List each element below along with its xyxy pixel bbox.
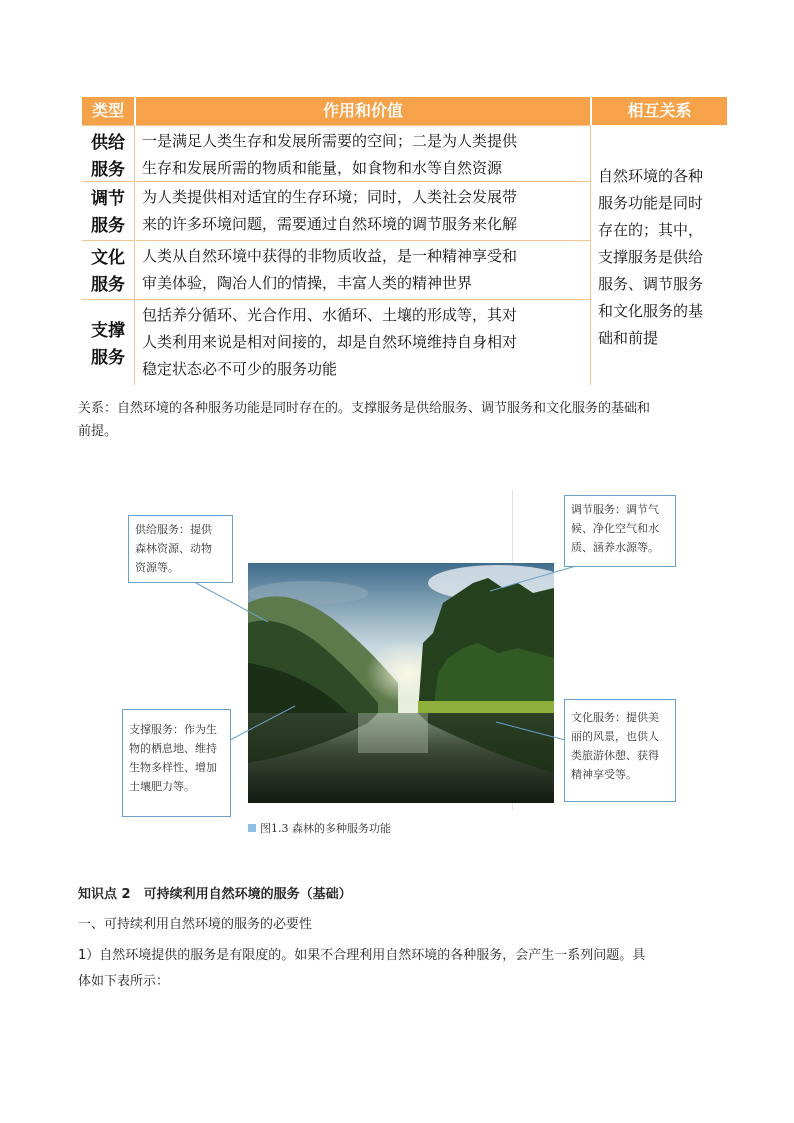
type-line: 服务 xyxy=(91,348,125,368)
callout-line: 丽的风景，也供人 xyxy=(571,730,659,743)
section-heading: 知识点 2 可持续利用自然环境的服务（基础） xyxy=(78,887,352,902)
type-line: 供给 xyxy=(91,133,125,153)
desc-line: 包括养分循环、光合作用、水循环、土壤的形成等，其对 xyxy=(142,306,518,324)
callout-culture xyxy=(564,699,676,802)
para-line: 1）自然环境提供的服务是有限度的。如果不合理利用自然环境的各种服务，会产生一系列问题。具 xyxy=(78,948,646,963)
caption-text: 图1.3 森林的多种服务功能 xyxy=(260,822,391,835)
relation-line: 支撑服务是供给 xyxy=(598,248,704,266)
type-line: 服务 xyxy=(91,275,125,295)
callout-line: 支撑服务：作为生 xyxy=(129,723,217,736)
desc-line: 稳定状态必不可少的服务功能 xyxy=(142,360,338,378)
relation-line: 服务、调节服务 xyxy=(598,275,704,293)
callout-line: 精神享受等。 xyxy=(571,768,637,781)
desc-line: 生存和发展所需的物质和能量，如食物和水等自然资源 xyxy=(142,159,503,177)
desc-line: 为人类提供相对适宜的生存环境；同时，人类社会发展带 xyxy=(142,188,518,206)
callout-line: 土壤肥力等。 xyxy=(129,780,195,793)
relation-line: 服务功能是同时 xyxy=(598,194,704,212)
header-relation: 相互关系 xyxy=(592,97,727,125)
header-type: 类型 xyxy=(82,97,134,125)
type-line: 支撑 xyxy=(91,321,125,341)
callout-line: 物的栖息地、维持 xyxy=(129,742,217,755)
desc-line: 审美体验，陶冶人们的情操，丰富人类的精神世界 xyxy=(142,274,473,292)
relation-line: 础和前提 xyxy=(598,329,659,347)
figure-caption xyxy=(248,820,391,836)
para-line: 前提。 xyxy=(78,424,118,439)
type-line: 服务 xyxy=(91,216,125,236)
callout-line: 供给服务：提供 xyxy=(135,523,212,536)
desc-line: 来的许多环境问题，需要通过自然环境的调节服务来化解 xyxy=(142,215,518,233)
subsection-heading: 一、可持续利用自然环境的服务的必要性 xyxy=(78,917,313,932)
callout-supply xyxy=(128,515,233,583)
relation-line: 自然环境的各种 xyxy=(598,167,704,185)
callout-regulate xyxy=(564,495,676,567)
para-line: 关系：自然环境的各种服务功能是同时存在的。支撑服务是供给服务、调节服务和文化服务的基础和 xyxy=(78,401,651,416)
section-paragraph xyxy=(78,943,728,995)
type-line: 文化 xyxy=(91,248,125,268)
callout-line: 生物多样性、增加 xyxy=(129,761,217,774)
callout-line: 质、涵养水源等。 xyxy=(571,541,659,554)
desc-line: 人类从自然环境中获得的非物质收益，是一种精神享受和 xyxy=(142,247,518,265)
callout-line: 类旅游休憩、获得 xyxy=(571,749,659,762)
caption-square-icon xyxy=(248,824,256,832)
callout-line: 文化服务：提供美 xyxy=(571,711,659,724)
relation-line: 和文化服务的基 xyxy=(598,302,704,320)
callout-line: 候、净化空气和水 xyxy=(571,522,659,535)
header-value: 作用和价值 xyxy=(136,97,590,125)
callout-line: 资源等。 xyxy=(135,561,179,574)
callout-line: 调节服务：调节气 xyxy=(571,503,659,516)
callout-line: 森林资源、动物 xyxy=(135,542,212,555)
type-line: 服务 xyxy=(91,160,125,180)
desc-line: 人类利用来说是相对间接的，却是自然环境维持自身相对 xyxy=(142,333,518,351)
type-line: 调节 xyxy=(91,189,125,209)
relation-line: 存在的；其中， xyxy=(598,221,704,239)
callout-support xyxy=(122,709,231,817)
para-line: 体如下表所示： xyxy=(78,974,170,989)
desc-line: 一是满足人类生存和发展所需要的空间；二是为人类提供 xyxy=(142,132,518,150)
